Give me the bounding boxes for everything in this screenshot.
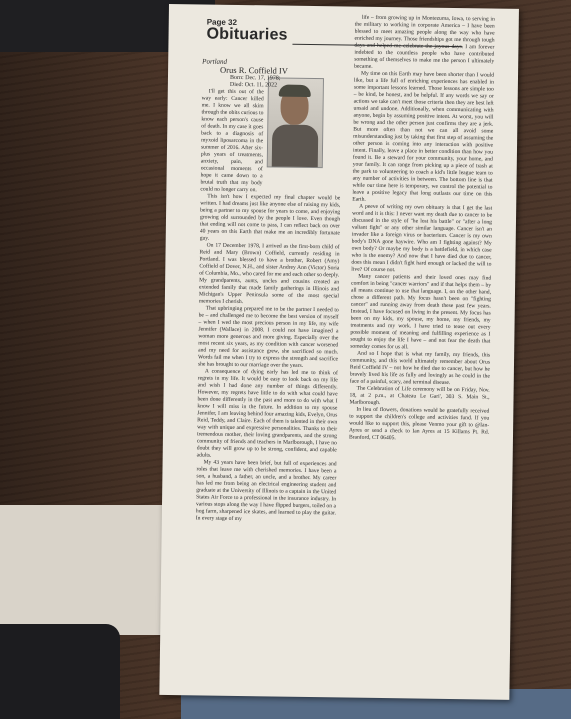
obituary-column-left [196, 58, 342, 524]
decedent-name: Orus R. Coffield IV [220, 64, 288, 76]
floor [0, 505, 170, 635]
column-left-body [200, 88, 263, 194]
chair-leg [0, 624, 120, 719]
paragraph: The Celebration of Life ceremony will be on Friday, Nov. 18, at 2 p.m., at Chateau Le Gari', 303 S. Main St., Marlborough. [349, 385, 490, 406]
birth-date: Born: Dec. 17, 1978; [229, 74, 281, 82]
paragraph: That upbringing prepared me to be the partner I needed to be – and challenged me to become the best version of myself – when I wed the most precious person in my life, my wife Jennifer (Wallace) in 2008. I could not have imagined a woman more generous and more giving. Especially over the most recent six years, as my condition with cancer worsened and my need for assistance grew, she sacrificed so much. Words fail me when I try to express the strength and sacrifice she has brought to our marriage over the years. [197, 305, 339, 369]
paragraph: On 17 December 1978, I arrived as the first-born child of Reid and Mary (Brown) Coffield, currently residing in Portland. I was blessed to have a brother, Robert (Amy) Coffield of Dover, N.H., and sister Andrey Ann (Victor) Soria of Columbia, Mo., who cared for me and each other so deeply. My grandparents, aunts, uncles and cousins created an extended family that made family gatherings in Illinois and Michigan's Upper Peninsula some of the most special memories I cherish. [198, 242, 340, 306]
death-date: Died: Oct. 11, 2022 [229, 81, 278, 89]
obituary-column-right [349, 15, 495, 444]
paragraph: Many cancer patients and their loved ones may find comfort in being "cancer warriors" and if that helps them – by all means continue to use that language. I, on the other hand, chose a different path. My focus hasn't been on "fighting cancer" and running away from death these past few years. Instead, I have focused on living in the present. My focus has been on my kids, my spouse, my home, my friends, my treatments and my work. I have tried to tease out every possible moment of meaning and fulfilling experience as I sought to enjoy the life I have – and not fear the death that someday comes for us all. [350, 273, 492, 351]
paragraph: A consequence of dying early has led me to think of regrets in my life. It would be easy to look back on my life and wish I had done any number of things differently. However, my regrets have little to do with what could have been done differently in the past and more to do with what I know I will miss in the future. In addition to my spouse Jennifer, I am leaving behind four amazing kids, Evelyn, Orus Reid, Teddy, and Claire. Each of them is talented in their own way with unique and expressive personalities. Thanks to their tremendous mother, their loving grandparents, and the strong community of friends and teachers in Marlborough, I have no doubt they will grow up to be strong, confident, and capable adults. [196, 368, 338, 459]
paragraph: I'll get this out of the way early: Cancer killed me. I know we all skim through the obits curious to know each person's cause of death. In my case it goes back to a diagnosis of myxoid liposarcoma in the summer of 2016. After six-plus years of treatments, anxiety, pain, and occasional moments of hope it came down to a brutal truth that my body could no longer carry on. [200, 88, 264, 194]
paragraph: In lieu of flowers, donations would be gratefully received to support the children's college and activities fund. If you would like to support this, please Venmo your gift to @Ian-Ayres or send a check to Ian Ayres at 15 Killams Pt. Rd. Branford, CT 06405. [348, 406, 490, 442]
paragraph: A peeve of writing my own obituary is that I get the last word and it is this: I never want my death due to cancer to be discussed in the style of "he lost his battle" or "after a long valiant fight" or any other similar language. Cancer isn't an invader like a foreign virus or bacterium. Cancer is my own body's DNA gone haywire. Who am I fighting against? My own body? Or maybe my body is a battlefield, in which case who is the enemy? And now that I have died due to cancer, does this mean I didn't fight hard enough or lacked the will to live? Of course not. [351, 203, 493, 274]
newspaper-clipping [159, 4, 519, 700]
paragraph: My time on this Earth may have been shorter than I would like, but a life full of enriching experiences has enabled in some important lessons learned. Those lessons are simple too – be kind, be honest, and be helpful. If any words we say or actions we take can't meet those criteria then they are best left unsaid and undone. Additionally, when communicating with anyone, begin by assuming positive intent. At worst, you will be wrong and the other person just confirms they are a jerk. But more often than not we can all avoid some misunderstanding just by taking that first step of assuming the other person is coming into any interaction with positive intent. Finally, leave a place in better condition than how you found it. Be a steward for your community, your home, and your family. It can range from picking up a piece of trash at the park to volunteering to coach a kid's little league team to any number of activities in between. The bottom line is that while our time here is temporary, we control the potential to leave a positive legacy that long outlasts our time on this Earth. [352, 70, 495, 203]
paragraph: This isn't how I expected my final chapter would be written. I had dreams just like anyone else of raising my kids, being a partner to my spouse for years to come, and enjoying growing old surrounded by the people I love. Even though that ending will not come to pass, I can reflect back on over 40 years on this Earth that make me an incredibly fortunate guy. [199, 193, 341, 242]
paragraph: And so I hope that is what my family, my friends, this community, and this world ultimately remember about Orus Reid Coffield IV – not how he died due to cancer, but how he bravely lived his life as fully and lovingly as he could in the face of a painful, scary, and terminal disease. [349, 350, 491, 386]
paragraph: life – from growing up in Montezuma, Iowa, to serving in the military to working in corporate America – I have been blessed to meet amazing people along the way who have enriched my journey. Those friendships got me through tough days and helped me celebrate the joyous days. I am forever indebted to the countless people who have contributed something of themselves to make me the person I ultimately became. [354, 14, 495, 70]
page-number: Page 32 [206, 17, 238, 27]
paragraph: My 43 years have been brief, but full of experiences and roles that leave me with cherished memories. I have been a son, a husband, a father, an uncle, and a brother. My career has led me from being an electrical engineering student and graduate at the University of Illinois to a captain in the United States Air Force to a professional in the insurance industry. In various stops along the way I have flipped burgers, toiled on a hog farm, sharpened ice skates, and learned to play the guitar. In every stage of my [195, 459, 337, 523]
section-title: Obituaries [206, 25, 288, 44]
dateline: Portland [202, 57, 228, 66]
